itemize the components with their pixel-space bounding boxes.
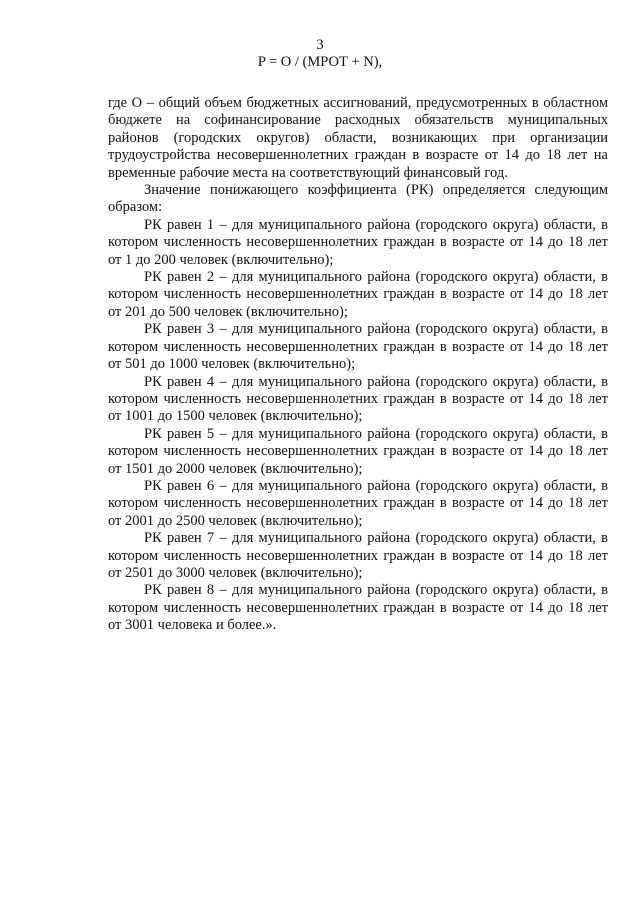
paragraph-rk-6: РК равен 6 – для муниципального района (городского округа) области, в котором численность несовершеннолетних граждан в возрасте от 14 до 18 лет от 2001 до 2500 человек (включительно); — [108, 477, 608, 529]
paragraph-rk-2: РК равен 2 – для муниципального района (городского округа) области, в котором численность несовершеннолетних граждан в возрасте от 14 до 18 лет от 201 до 500 человек (включительно); — [108, 269, 608, 320]
paragraph-rk-5: РК равен 5 – для муниципального района (городского округа) области, в котором численность несовершеннолетних граждан в возрасте от 14 до 18 лет от 1501 до 2000 человек (включительно); — [108, 425, 608, 477]
paragraph-rk-1: РК равен 1 – для муниципального района (городского округа) области, в котором численность несовершеннолетних граждан в возрасте от 14 до 18 лет от 1 до 200 человек (включительно); — [108, 216, 608, 268]
paragraph-rk-4: РК равен 4 – для муниципального района (городского округа) области, в котором численность несовершеннолетних граждан в возрасте от 14 до 18 лет от 1001 до 1500 человек (включительно); — [108, 373, 608, 425]
paragraph-definition: где О – общий объем бюджетных ассигнований, предусмотренных в областном бюджете на софинансирование расходных обязательств муниципальных районов (городских округов) области, возникающих при организации трудоустройства несовершеннолетних граждан в возрасте от 14 до 18 лет на временные рабочие места на соответствующий финансовый год. — [108, 95, 608, 181]
formula: P = O / (МРОТ + N), — [257, 54, 383, 70]
page-number: 3 — [316, 37, 324, 53]
paragraph-intro: Значение понижающего коэффициента (РК) определяется следующим образом: — [108, 182, 608, 216]
document-body — [108, 95, 608, 635]
paragraph-rk-8: РК равен 8 – для муниципального района (городского округа) области, в котором численность несовершеннолетних граждан в возрасте от 14 до 18 лет от 3001 человека и более.». — [108, 582, 608, 634]
paragraph-rk-7: РК равен 7 – для муниципального района (городского округа) области, в котором численность несовершеннолетних граждан в возрасте от 14 до 18 лет от 2501 до 3000 человек (включительно); — [108, 530, 608, 581]
paragraph-rk-3: РК равен 3 – для муниципального района (городского округа) области, в котором численность несовершеннолетних граждан в возрасте от 14 до 18 лет от 501 до 1000 человек (включительно); — [108, 321, 608, 373]
